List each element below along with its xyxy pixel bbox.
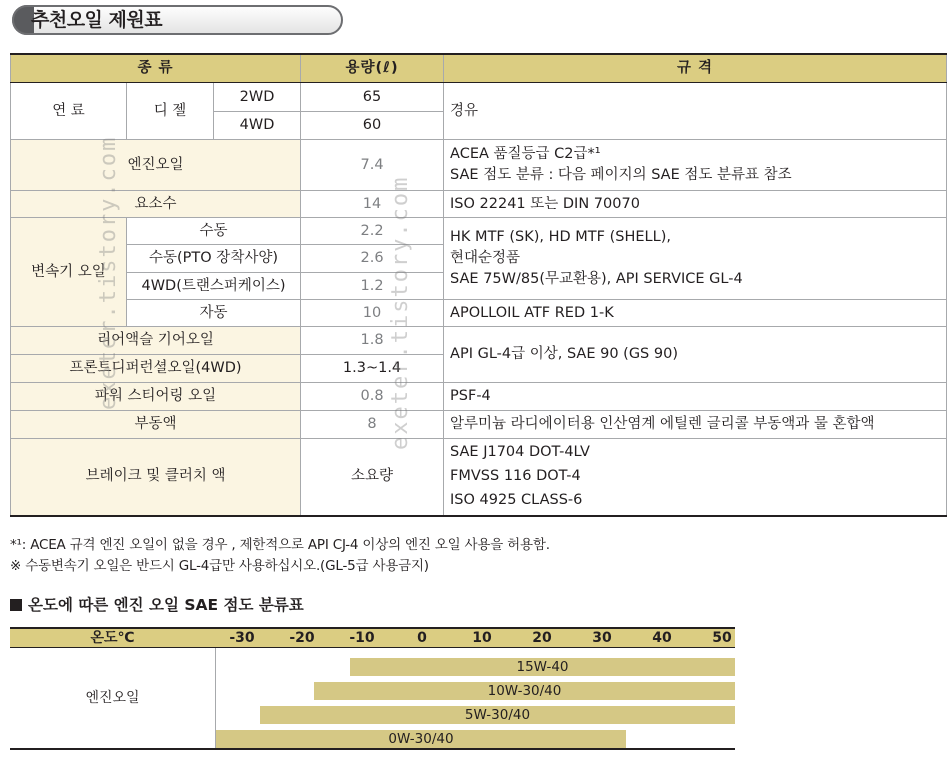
fuel-capacity-2wd: 65: [301, 83, 444, 112]
urea-spec: ISO 22241 또는 DIN 70070: [444, 191, 947, 218]
power-steering-label: 파워 스티어링 오일: [11, 383, 301, 411]
antifreeze-capacity: 8: [301, 411, 444, 439]
engine-oil-spec: [444, 140, 947, 191]
brake-spec-line: ISO 4925 CLASS-6: [450, 492, 583, 509]
table-row: [11, 439, 947, 516]
transmission-spec-line: HK MTF (SK), HD MTF (SHELL),: [450, 229, 671, 245]
brake-fluid-label: 브레이크 및 클러치 액: [11, 439, 301, 516]
engine-oil-spec-line: SAE 점도 분류 : 다음 페이지의 SAE 점도 분류표 참조: [450, 167, 792, 183]
brake-spec-line: SAE J1704 DOT-4LV: [450, 444, 590, 461]
front-diff-capacity: 1.3~1.4: [301, 355, 444, 383]
transmission-transfer-capacity: 1.2: [301, 273, 444, 300]
fuel-spec: 경유: [444, 83, 947, 140]
viscosity-bar-label: 0W-30/40: [388, 731, 454, 747]
rear-axle-capacity: 1.8: [301, 327, 444, 355]
table-row: [11, 140, 947, 191]
viscosity-bar-label: 10W-30/40: [487, 683, 562, 699]
antifreeze-label: 부동액: [11, 411, 301, 439]
watermark-text: exeter.tistory.com: [388, 175, 413, 450]
engine-oil-row-label: 엔진오일: [85, 690, 140, 706]
rear-axle-label: 리어액슬 기어오일: [11, 327, 301, 355]
front-diff-label: 프론트디퍼런셜오일(4WD): [11, 355, 301, 383]
fuel-variant-4wd: 4WD: [214, 112, 301, 140]
temperature-tick-label: -10: [349, 630, 375, 646]
urea-label: 요소수: [11, 191, 301, 218]
axle-spec: API GL-4급 이상, SAE 90 (GS 90): [444, 327, 947, 383]
engine-oil-capacity: 7.4: [301, 140, 444, 191]
brake-fluid-spec: [444, 439, 947, 516]
transmission-pto-capacity: 2.6: [301, 245, 444, 273]
power-steering-capacity: 0.8: [301, 383, 444, 411]
transmission-spec-line: 현대순정품: [450, 250, 521, 266]
transmission-manual-label: 수동: [127, 218, 301, 245]
transmission-auto-capacity: 10: [301, 300, 444, 327]
brake-spec-line: FMVSS 116 DOT-4: [450, 468, 581, 485]
transmission-auto-label: 자동: [127, 300, 301, 327]
header-spec: 규 격: [444, 54, 947, 83]
transmission-spec-line: SAE 75W/85(무교환용), API SERVICE GL-4: [450, 271, 743, 287]
temperature-tick-label: 30: [592, 630, 612, 646]
transmission-label: 변속기 오일: [11, 218, 127, 327]
table-row: [11, 218, 947, 245]
fuel-capacity-4wd: 60: [301, 112, 444, 140]
footnote-gl4: ※ 수동변속기 오일은 반드시 GL-4급만 사용하십시오.(GL-5급 사용금지): [10, 558, 429, 574]
urea-capacity: 14: [301, 191, 444, 218]
fuel-sub-label: 디 젤: [127, 83, 214, 140]
temperature-tick-label: 20: [532, 630, 552, 646]
transmission-transfer-label: 4WD(트랜스퍼케이스): [127, 273, 301, 300]
table-row: [11, 383, 947, 411]
viscosity-section-title: [10, 593, 304, 615]
transmission-auto-spec: APOLLOIL ATF RED 1-K: [444, 300, 947, 327]
page-title: 추천오일 제원표: [31, 9, 163, 31]
table-row: [11, 327, 947, 355]
recommended-oil-table: [10, 53, 947, 517]
power-steering-spec: PSF-4: [444, 383, 947, 411]
temperature-tick-label: -20: [289, 630, 315, 646]
square-bullet-icon: [10, 599, 22, 611]
engine-oil-label: 엔진오일: [11, 140, 301, 191]
footnote-acea: *¹: ACEA 규격 엔진 오일이 없을 경우 , 제한적으로 API CJ-4 이상의 엔진 오일 사용을 허용함.: [10, 537, 550, 553]
temperature-header-label: 온도℃: [90, 630, 135, 646]
viscosity-title-text: 온도에 따른 엔진 오일 SAE 점도 분류표: [28, 596, 304, 614]
temperature-tick-label: 10: [472, 630, 492, 646]
transmission-pto-label: 수동(PTO 장착사양): [127, 245, 301, 273]
fuel-variant-2wd: 2WD: [214, 83, 301, 112]
table-header-row: [11, 54, 947, 83]
viscosity-chart-body: [10, 648, 735, 750]
engine-oil-spec-line: ACEA 품질등급 C2급*¹: [450, 146, 601, 162]
table-row: [11, 300, 947, 327]
transmission-manual-capacity: 2.2: [301, 218, 444, 245]
temperature-tick-label: 50: [712, 630, 732, 646]
viscosity-bar-label: 15W-40: [516, 659, 569, 675]
header-type: 종 류: [11, 54, 301, 83]
viscosity-chart-header: [10, 627, 735, 648]
watermark-text: exeter.tistory.com: [96, 135, 121, 410]
viscosity-bar-label: 5W-30/40: [464, 707, 531, 723]
brake-fluid-capacity: 소요량: [301, 439, 444, 516]
transmission-manual-spec: [444, 218, 947, 300]
table-row: [11, 411, 947, 439]
antifreeze-spec: 알루미늄 라디에이터용 인산염계 에틸렌 글리콜 부동액과 물 혼합액: [444, 411, 947, 439]
table-row: [11, 83, 947, 112]
table-row: [11, 191, 947, 218]
temperature-tick-label: 0: [417, 630, 427, 646]
fuel-label: 연 료: [11, 83, 127, 140]
header-capacity: 용량(ℓ): [301, 54, 444, 83]
temperature-tick-label: 40: [652, 630, 672, 646]
temperature-tick-label: -30: [229, 630, 255, 646]
